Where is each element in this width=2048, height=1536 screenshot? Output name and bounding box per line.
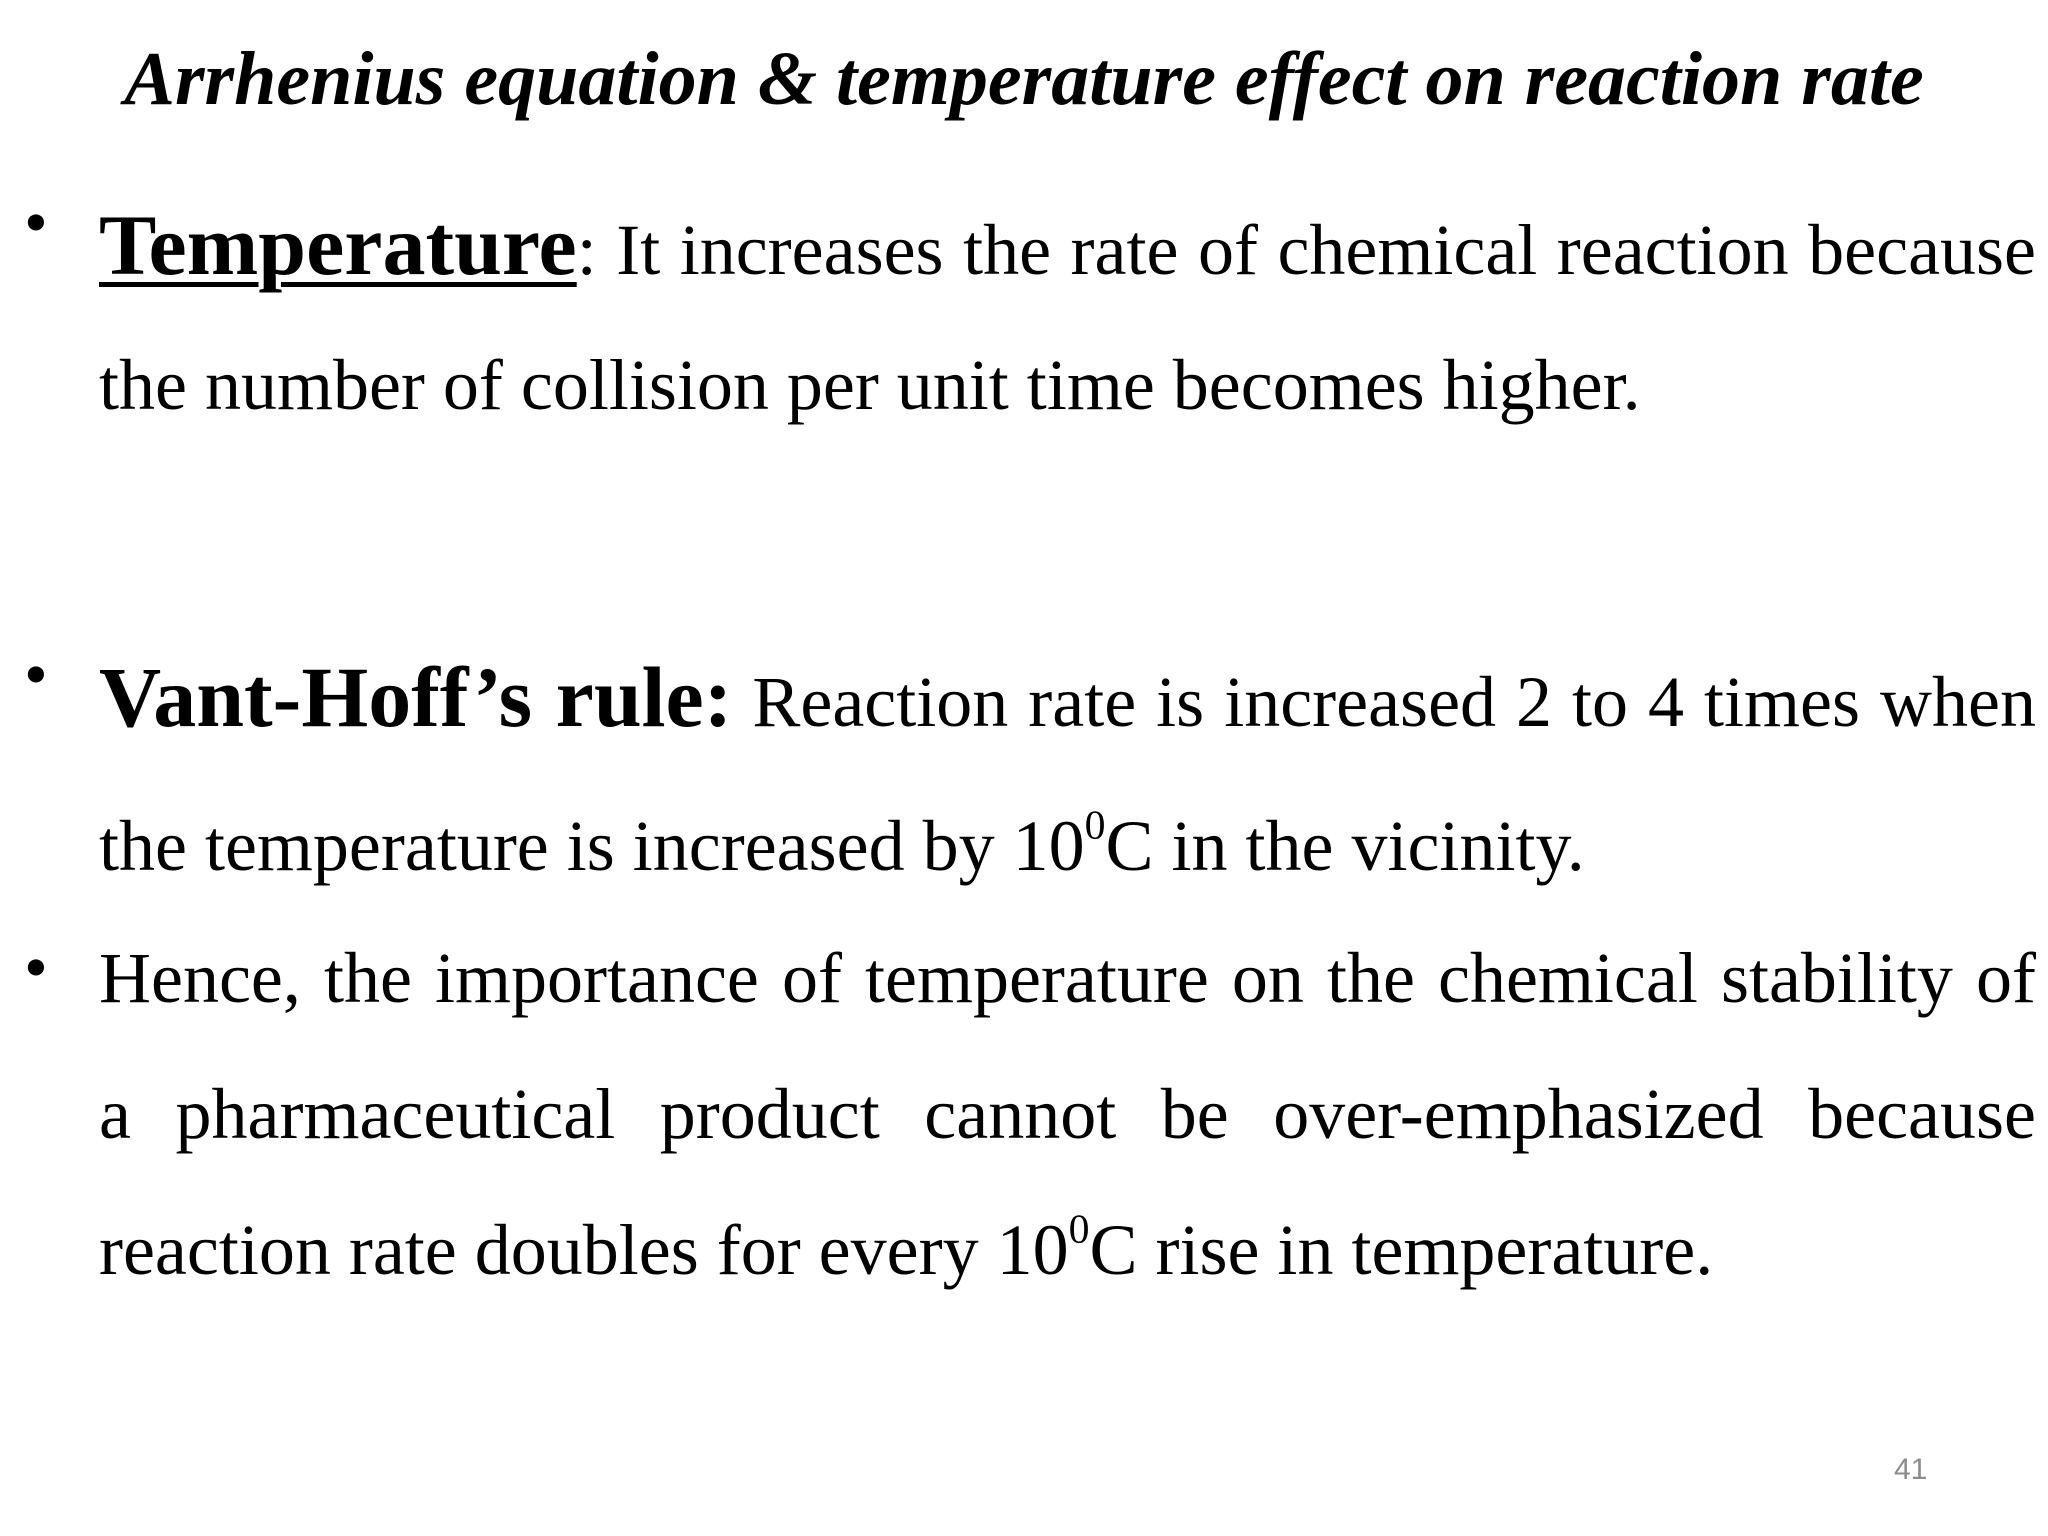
vant-hoff-text: Reaction rate is increased 2 to 4 times when the temperature is increased by 10 xyxy=(99,662,2036,886)
degree-superscript: 0 xyxy=(1084,802,1106,849)
vant-hoff-term: Vant-Hoff’s rule: xyxy=(99,649,733,745)
bullet-importance xyxy=(99,910,2036,1318)
degree-superscript: 0 xyxy=(1068,1206,1090,1253)
bullet-vant-hoff xyxy=(99,625,2036,918)
temperature-colon: : xyxy=(576,210,597,290)
importance-text-end: C rise in temperature. xyxy=(1089,1210,1714,1290)
slide-title: Arrhenius equation & temperature effect on reaction rate xyxy=(124,37,1924,121)
temperature-term: Temperature xyxy=(99,197,577,293)
vant-hoff-text-end: C in the vicinity. xyxy=(1105,806,1585,886)
bullet-marker: • xyxy=(24,929,48,1005)
bullet-marker: • xyxy=(24,636,48,712)
importance-text: Hence, the importance of temperature on the chemical stability of a pharmaceutical product cannot be over-emphasized because reaction rate doubles for every 10 xyxy=(99,938,2036,1290)
page-number: 41 xyxy=(1894,1453,1928,1486)
bullet-marker: • xyxy=(24,184,48,260)
temperature-text: It increases the rate of chemical reaction because the number of collision per unit time becomes higher. xyxy=(99,210,2036,425)
bullet-temperature xyxy=(99,178,2036,453)
